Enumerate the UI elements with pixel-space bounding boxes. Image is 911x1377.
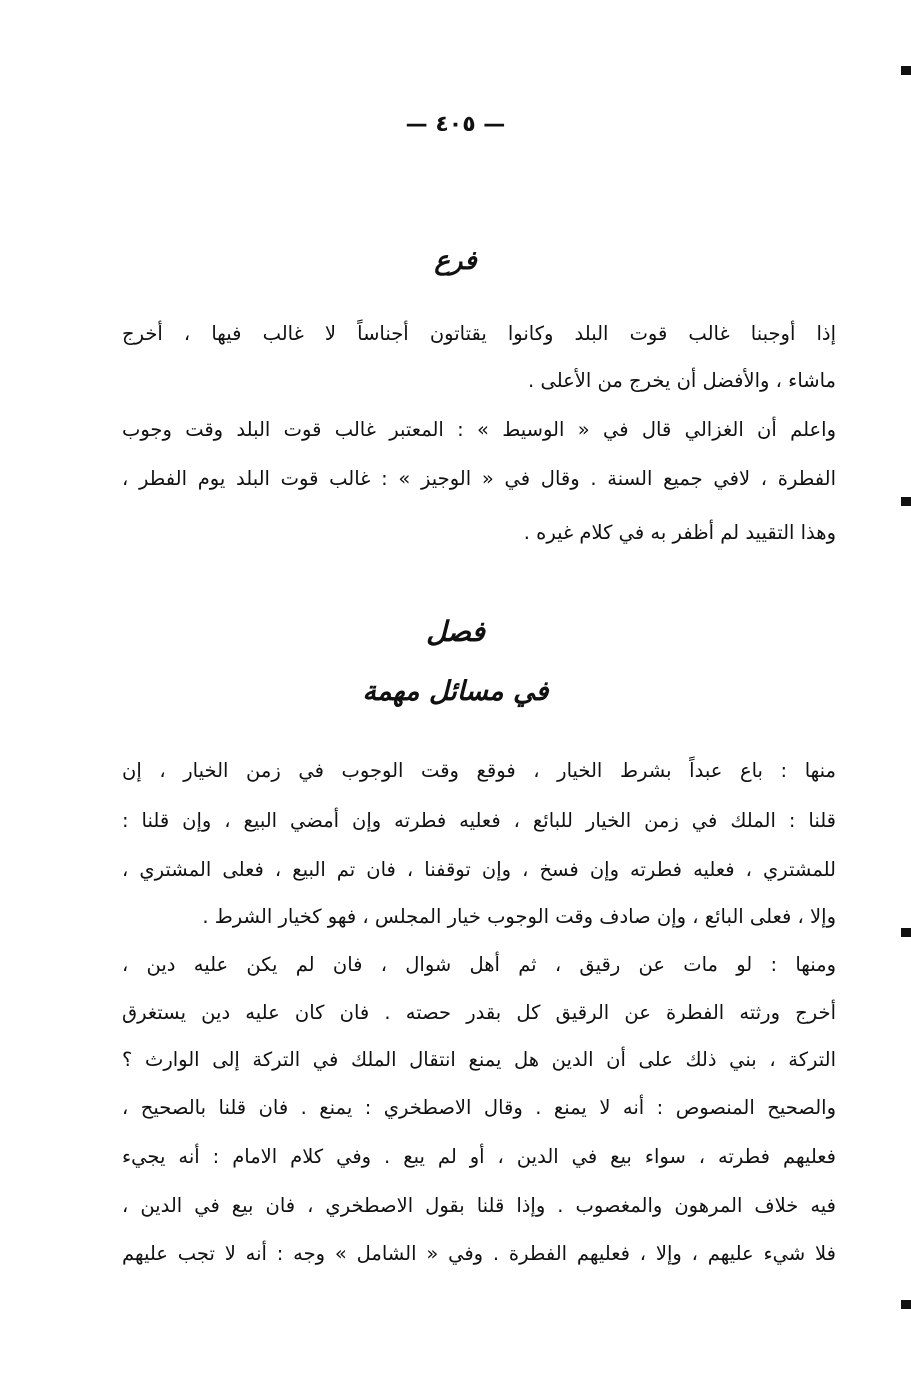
text-line: إذا أوجبنا غالب قوت البلد وكانوا يقتاتون أجناساً لا غالب فيها ، أخرج <box>122 322 836 345</box>
text-line: فيه خلاف المرهون والمغصوب . وإذا قلنا بقول الاصطخري ، فان بيع في الدين ، <box>122 1194 836 1217</box>
text-line: واعلم أن الغزالي قال في « الوسيط » : المعتبر غالب قوت البلد وقت وجوب <box>122 418 836 441</box>
text-line: للمشتري ، فعليه فطرته وإن فسخ ، وإن توقفنا ، فان تم البيع ، فعلى المشتري ، <box>122 858 836 881</box>
text-line: التركة ، بني ذلك على أن الدين هل يمنع انتقال الملك في التركة إلى الوارث ؟ <box>122 1048 836 1071</box>
text-line: منها : باع عبداً بشرط الخيار ، فوقع وقت الوجوب في زمن الخيار ، إن <box>122 759 836 782</box>
text-line: ماشاء ، والأفضل أن يخرج من الأعلى . <box>528 369 836 392</box>
text-line: قلنا : الملك في زمن الخيار للبائع ، فعليه فطرته وإن أمضي البيع ، وإن قلنا : <box>122 809 836 832</box>
section-heading-far3: فرع <box>434 246 477 276</box>
text-line: الفطرة ، لافي جميع السنة . وقال في « الوجيز » : غالب قوت البلد يوم الفطر ، <box>122 467 836 490</box>
text-line: أخرج ورثته الفطرة عن الرقيق كل بقدر حصته . فان كان عليه دين يستغرق <box>122 1001 836 1024</box>
scan-edge-mark <box>901 1300 911 1309</box>
chapter-subheading: في مسائل مهمة <box>362 676 549 707</box>
scan-edge-mark <box>901 497 911 506</box>
scan-edge-mark <box>901 928 911 937</box>
scan-edge-mark <box>901 66 911 75</box>
page-number: — ٤٠٥ — <box>405 112 506 137</box>
text-line: وهذا التقييد لم أظفر به في كلام غيره . <box>523 521 836 544</box>
text-line: ومنها : لو مات عن رقيق ، ثم أهل شوال ، فان لم يكن عليه دين ، <box>122 953 836 976</box>
chapter-heading-fasl: فصل <box>426 615 485 648</box>
text-line: وإلا ، فعلى البائع ، وإن صادف وقت الوجوب خيار المجلس ، فهو كخيار الشرط . <box>202 905 836 928</box>
text-line: فعليهم فطرته ، سواء بيع في الدين ، أو لم يبع . وفي كلام الامام : أنه يجيء <box>122 1145 836 1168</box>
text-line: والصحيح المنصوص : أنه لا يمنع . وقال الاصطخري : يمنع . فان قلنا بالصحيح ، <box>122 1096 836 1119</box>
text-line: فلا شيء عليهم ، وإلا ، فعليهم الفطرة . وفي « الشامل » وجه : أنه لا تجب عليهم <box>122 1242 836 1265</box>
